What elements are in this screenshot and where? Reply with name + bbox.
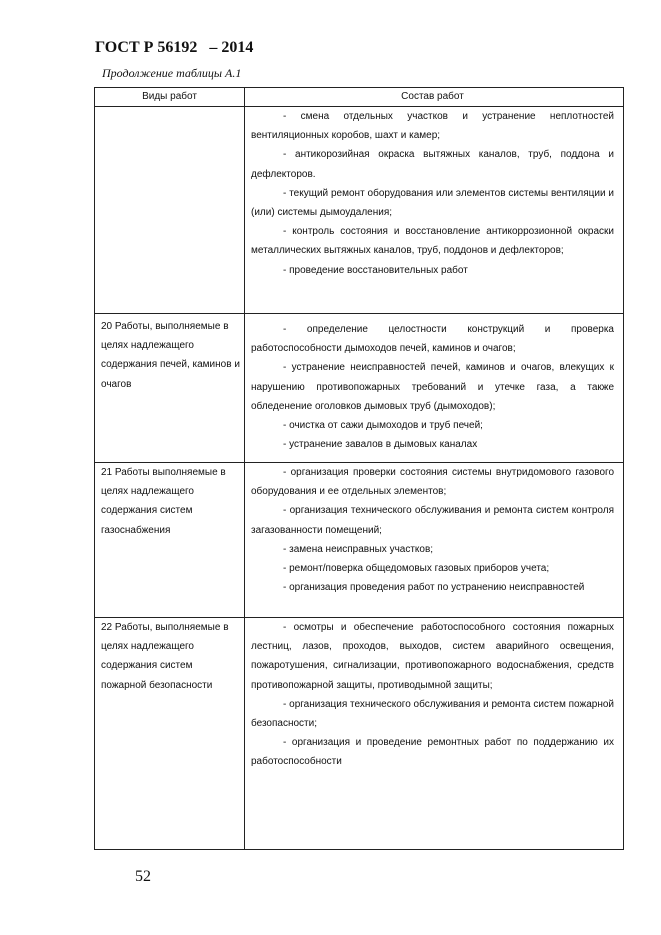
row-kind: 22 Работы, выполняемые в целях надлежащего содержания систем пожарной безопасности bbox=[95, 618, 245, 850]
column-header-kind: Виды работ bbox=[95, 88, 245, 107]
column-header-composition: Состав работ bbox=[245, 88, 624, 107]
work-item: - текущий ремонт оборудования или элементов системы вентиляции и (или) системы дымоудаления; bbox=[251, 187, 614, 219]
work-item: - организация проведения работ по устранению неисправностей bbox=[283, 582, 585, 594]
work-item: - проведение восстановительных работ bbox=[283, 264, 468, 276]
work-item: - ремонт/поверка общедомовых газовых приборов учета; bbox=[283, 563, 550, 575]
work-item: - устранение завалов в дымовых каналах bbox=[283, 439, 478, 451]
work-item: - антикорозийная окраска вытяжных каналов, труб, поддона и дефлекторов. bbox=[251, 149, 614, 180]
work-item: - замена неисправных участков; bbox=[283, 543, 434, 555]
table-row bbox=[95, 463, 624, 618]
works-table bbox=[94, 87, 624, 850]
work-item: - организация проверки состояния системы внутридомового газового оборудования и ее отдельных элементов; bbox=[251, 467, 614, 498]
table-row bbox=[95, 314, 624, 463]
work-item: - смена отдельных участков и устранение неплотностей вентиляционных коробов, шахт и камер; bbox=[251, 111, 614, 142]
page-number: 52 bbox=[135, 868, 151, 885]
row-kind: 21 Работы выполняемые в целях надлежащего содержания систем газоснабжения bbox=[95, 463, 245, 618]
row-composition bbox=[245, 618, 624, 850]
work-item: - осмотры и обеспечение работоспособного состояния пожарных лестниц, лазов, проходов, выходов, систем аварийного освещения, пожаротушения, сигнализации, противопожарного водоснабжения, средств противопожарной защиты, противодымной защиты; bbox=[251, 622, 614, 691]
document-title: ГОСТ Р 56192 – 2014 bbox=[95, 39, 254, 56]
row-kind bbox=[95, 107, 245, 314]
work-item: - организация технического обслуживания и ремонта систем пожарной безопасности; bbox=[251, 698, 614, 730]
table-continuation-caption: Продолжение таблицы А.1 bbox=[102, 66, 242, 80]
work-item: - определение целостности конструкций и проверка работоспособности дымоходов печей, каминов и очагов; bbox=[251, 324, 614, 355]
work-item: - очистка от сажи дымоходов и труб печей; bbox=[283, 420, 483, 432]
table-row bbox=[95, 107, 624, 314]
table-header-row bbox=[95, 88, 624, 107]
row-composition bbox=[245, 463, 624, 618]
row-composition bbox=[245, 107, 624, 314]
row-kind: 20 Работы, выполняемые в целях надлежащего содержания печей, каминов и очагов bbox=[95, 314, 245, 463]
work-item: - контроль состояния и восстановление антикоррозионной окраски металлических вытяжных каналов, труб, поддонов и дефлекторов; bbox=[251, 226, 614, 257]
work-item: - устранение неисправностей печей, каминов и очагов, влекущих к нарушению противопожарных требований и утечке газа, а также обледенение оголовков дымовых труб (дымоходов); bbox=[251, 362, 614, 412]
table-row bbox=[95, 618, 624, 850]
work-item: - организация технического обслуживания и ремонта систем контроля загазованности помещений; bbox=[251, 505, 614, 536]
work-item: - организация и проведение ремонтных работ по поддержанию их работоспособности bbox=[251, 737, 614, 768]
row-composition bbox=[245, 314, 624, 463]
